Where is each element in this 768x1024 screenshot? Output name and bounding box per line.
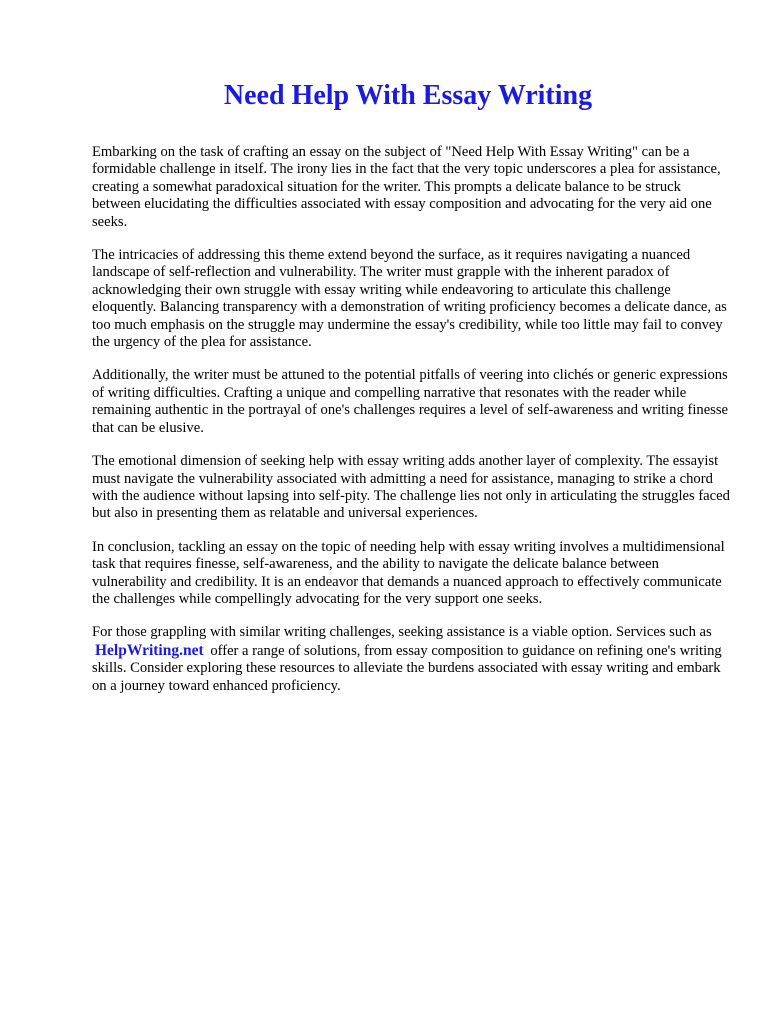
page-title: Need Help With Essay Writing bbox=[223, 80, 593, 111]
paragraph-2: The intricacies of addressing this theme extend beyond the surface, as it requires navigating a nuanced landscape of self-reflection and vulnerability. The writer must grapple with the inherent paradox of acknowledging their own struggle with essay writing while endeavoring to articulate this challenge eloquently. Balancing transparency with a demonstration of writing proficiency becomes a delicate dance, as too much emphasis on the struggle may undermine the essay's credibility, while too little may fail to convey the urgency of the plea for assistance. bbox=[92, 247, 727, 351]
helpwriting-link[interactable]: HelpWriting.net bbox=[95, 641, 204, 659]
paragraph-1: Embarking on the task of crafting an essay on the subject of "Need Help With Essay Writing" can be a formidable challenge in itself. The irony lies in the fact that the very topic underscores a plea for assistance, creating a somewhat paradoxical situation for the writer. This prompts a delicate balance to be struck between elucidating the difficulties associated with essay composition and advocating for the very aid one seeks. bbox=[92, 144, 721, 230]
paragraph-3: Additionally, the writer must be attuned to the potential pitfalls of veering into clichés or generic expressions of writing difficulties. Crafting a unique and compelling narrative that resonates with the reader while remaining authentic in the portrayal of one's challenges requires a level of self-awareness and writing finesse that can be elusive. bbox=[92, 367, 729, 436]
paragraph-5: In conclusion, tackling an essay on the topic of needing help with essay writing involves a multidimensional task that requires finesse, self-awareness, and the ability to navigate the delicate balance between vulnerability and credibility. It is an endeavor that demands a nuanced approach to effectively communicate the challenges while compellingly advocating for the very support one seeks. bbox=[92, 538, 725, 607]
document-body bbox=[92, 144, 732, 711]
paragraph-6-after-link: offer a range of solutions, from essay composition to guidance on refining one's writing skills. Consider exploring these resources to alleviate the burdens associated with essay writing and embark on a journey toward enhanced proficiency. bbox=[92, 642, 722, 694]
paragraph-4: The emotional dimension of seeking help with essay writing adds another layer of complexity. The essayist must navigate the vulnerability associated with admitting a need for assistance, managing to strike a chord with the audience without lapsing into self-pity. The challenge lies not only in articulating the struggles faced but also in presenting them as relatable and universal experiences. bbox=[92, 453, 730, 522]
paragraph-6 bbox=[92, 624, 732, 695]
paragraph-6-before-link: For those grappling with similar writing challenges, seeking assistance is a viable option. Services such as bbox=[92, 624, 712, 641]
